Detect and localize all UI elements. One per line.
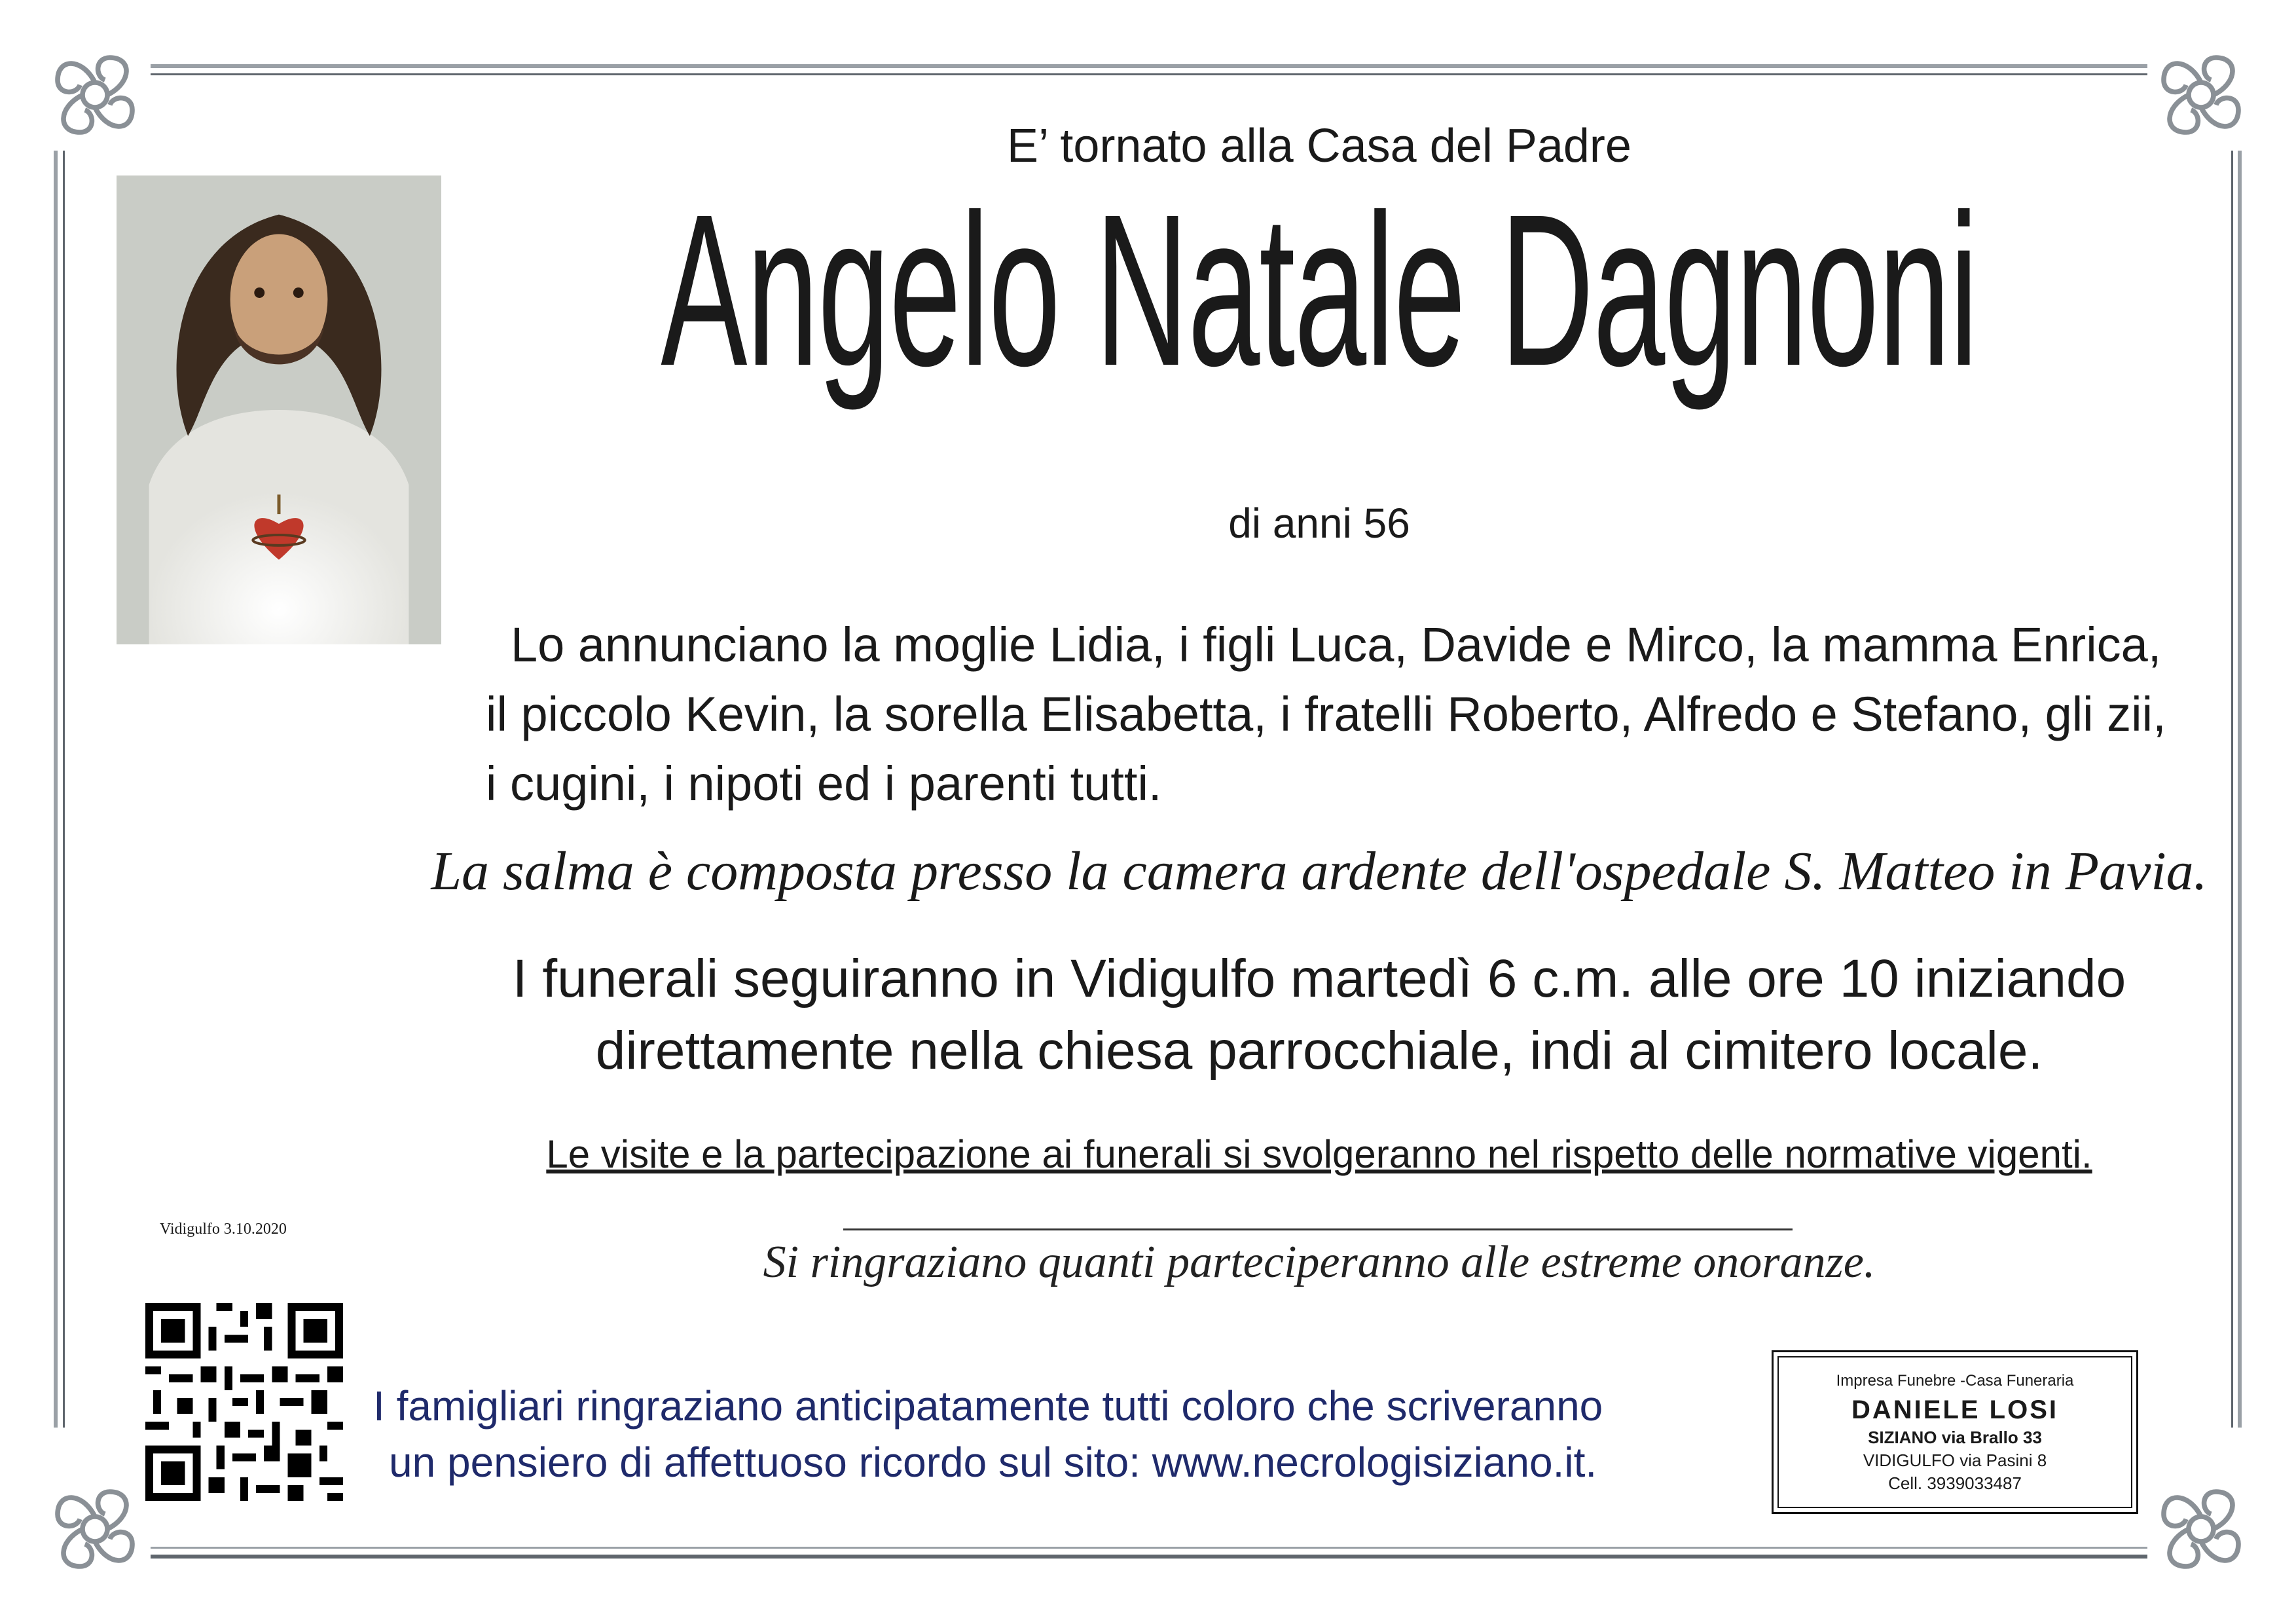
funeral-line: direttamente nella chiesa parrocchiale, indi al cimitero locale. [595, 1021, 2043, 1080]
announcement-line: il piccolo Kevin, la sorella Elisabetta, i fratelli Roberto, Alfredo e Stefano, gli zii, [486, 687, 2166, 741]
visits-note: Le visite e la partecipazione ai funerali si svolgeranno nel rispetto delle normative vigenti. [546, 1132, 2092, 1176]
website-note-line: un pensiero di affettuoso ricordo sul sito: www.necrologisiziano.it. [389, 1439, 1597, 1486]
qr-code-icon [145, 1303, 343, 1501]
thanks-text: Si ringraziano quanti parteciperanno alle estreme onoranze. [763, 1237, 1876, 1287]
frame-bottom-line-inner [151, 1555, 2147, 1559]
announcement-line: Lo annunciano la moglie Lidia, i figli Luca, Davide e Mirco, la mamma Enrica, [511, 618, 2162, 672]
salma-text: La salma è composta presso la camera ardente dell'ospedale S. Matteo in Pavia. [431, 841, 2208, 902]
intro-text: E’ tornato alla Casa del Padre [1007, 120, 1631, 172]
frame-top-line [151, 64, 2147, 68]
agency-name: DANIELE LOSI [1851, 1395, 2059, 1424]
frame-bottom-line [151, 1547, 2147, 1549]
announcement-line: i cugini, i nipoti ed i parenti tutti. [486, 756, 1162, 811]
funeral-details [0, 943, 2296, 1087]
age-text: di anni 56 [1228, 500, 1410, 547]
funeral-agency-box [1772, 1350, 2138, 1514]
funeral-line: I funerali seguiranno in Vidigulfo martedì 6 c.m. alle ore 10 iniziando [512, 949, 2126, 1008]
agency-inner [1777, 1356, 2132, 1508]
agency-subtitle: Impresa Funebre -Casa Funeraria [1836, 1372, 2074, 1390]
frame-top-line-inner [151, 73, 2147, 75]
announcement [486, 610, 2166, 819]
place-date: Vidigulfo 3.10.2020 [160, 1221, 287, 1238]
deceased-name: Angelo Natale Dagnoni [661, 169, 1978, 411]
website-note [373, 1378, 1603, 1490]
sacred-heart-image [117, 175, 441, 644]
agency-phone: Cell. 3939033487 [1888, 1473, 2022, 1493]
ornament-icon [2139, 1467, 2263, 1591]
website-note-line: I famigliari ringraziano anticipatamente tutti coloro che scriveranno [373, 1382, 1603, 1430]
agency-address-2: VIDIGULFO via Pasini 8 [1863, 1450, 2047, 1470]
ornament-icon [33, 1467, 157, 1591]
divider [843, 1228, 1793, 1230]
agency-address-1: SIZIANO via Brallo 33 [1868, 1428, 2042, 1447]
